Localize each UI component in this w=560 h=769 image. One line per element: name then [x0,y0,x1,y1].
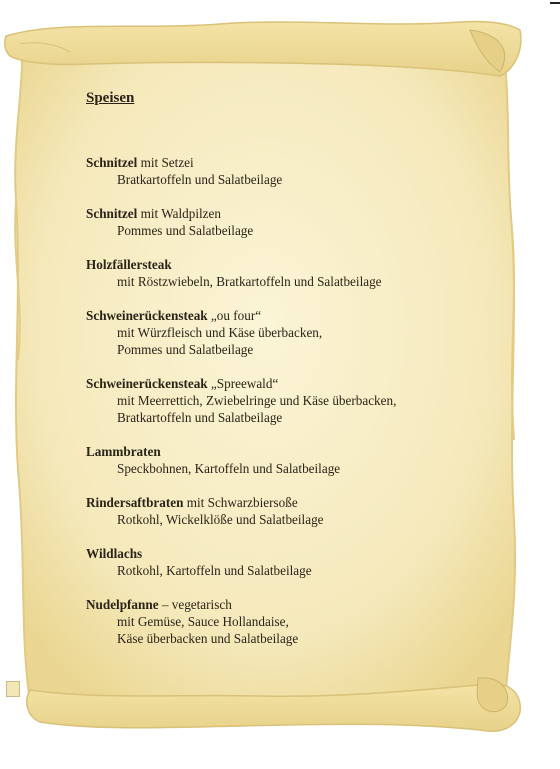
dish-detail: Rotkohl, Wickelklöße und Salatbeilage [117,512,324,527]
dish-detail: Bratkartoffeln und Salatbeilage [117,172,283,187]
dish-suffix: mit Schwarzbiersoße [183,495,298,510]
dish-suffix: mit Waldpilzen [137,206,221,221]
dish-item [86,375,526,426]
dish-suffix: mit Setzei [137,155,194,170]
dish-name: Schweinerückensteak [86,376,208,391]
dish-title-line [86,154,526,171]
dish-item [86,494,526,528]
dish-name: Schnitzel [86,206,138,221]
dish-title-line [86,375,526,392]
dish-name: Rindersaftbraten [86,495,184,510]
dish-name: Holzfällersteak [86,257,172,272]
dish-item [86,443,526,477]
menu-heading: Speisen [86,90,135,106]
dish-name: Lammbraten [86,444,161,459]
corner-stamp-mark [6,681,20,697]
dish-title-line [86,545,526,562]
dish-detail: Käse überbacken und Salatbeilage [117,631,299,646]
dish-detail: mit Meerrettich, Zwiebelringe und Käse überbacken, [117,393,397,408]
dish-title-line [86,443,526,460]
dish-detail: Speckbohnen, Kartoffeln und Salatbeilage [117,461,341,476]
dish-suffix: „ou four“ [207,308,262,323]
dish-suffix: – vegetarisch [158,597,232,612]
dish-name: Schweinerückensteak [86,308,208,323]
dish-item [86,545,526,579]
dish-detail: Pommes und Salatbeilage [117,342,254,357]
dish-suffix: „Spreewald“ [207,376,279,391]
dish-item [86,307,526,358]
dish-name: Schnitzel [86,155,138,170]
dish-detail: Rotkohl, Kartoffeln und Salatbeilage [117,563,312,578]
dish-item [86,596,526,647]
dish-title-line [86,494,526,511]
dish-name: Wildlachs [86,546,143,561]
dish-detail: Bratkartoffeln und Salatbeilage [117,410,283,425]
dish-detail: mit Gemüse, Sauce Hollandaise, [117,614,289,629]
dish-title-line [86,596,526,613]
dish-detail: mit Röstzwiebeln, Bratkartoffeln und Salatbeilage [117,274,382,289]
dish-item [86,205,526,239]
corner-mark-top-right [550,2,560,4]
menu-content [86,88,526,664]
dish-detail: Pommes und Salatbeilage [117,223,254,238]
dish-title-line [86,205,526,222]
dish-detail: mit Würzfleisch und Käse überbacken, [117,325,323,340]
dish-item [86,154,526,188]
dish-title-line [86,256,526,273]
dish-name: Nudelpfanne [86,597,159,612]
dish-title-line [86,307,526,324]
dish-item [86,256,526,290]
